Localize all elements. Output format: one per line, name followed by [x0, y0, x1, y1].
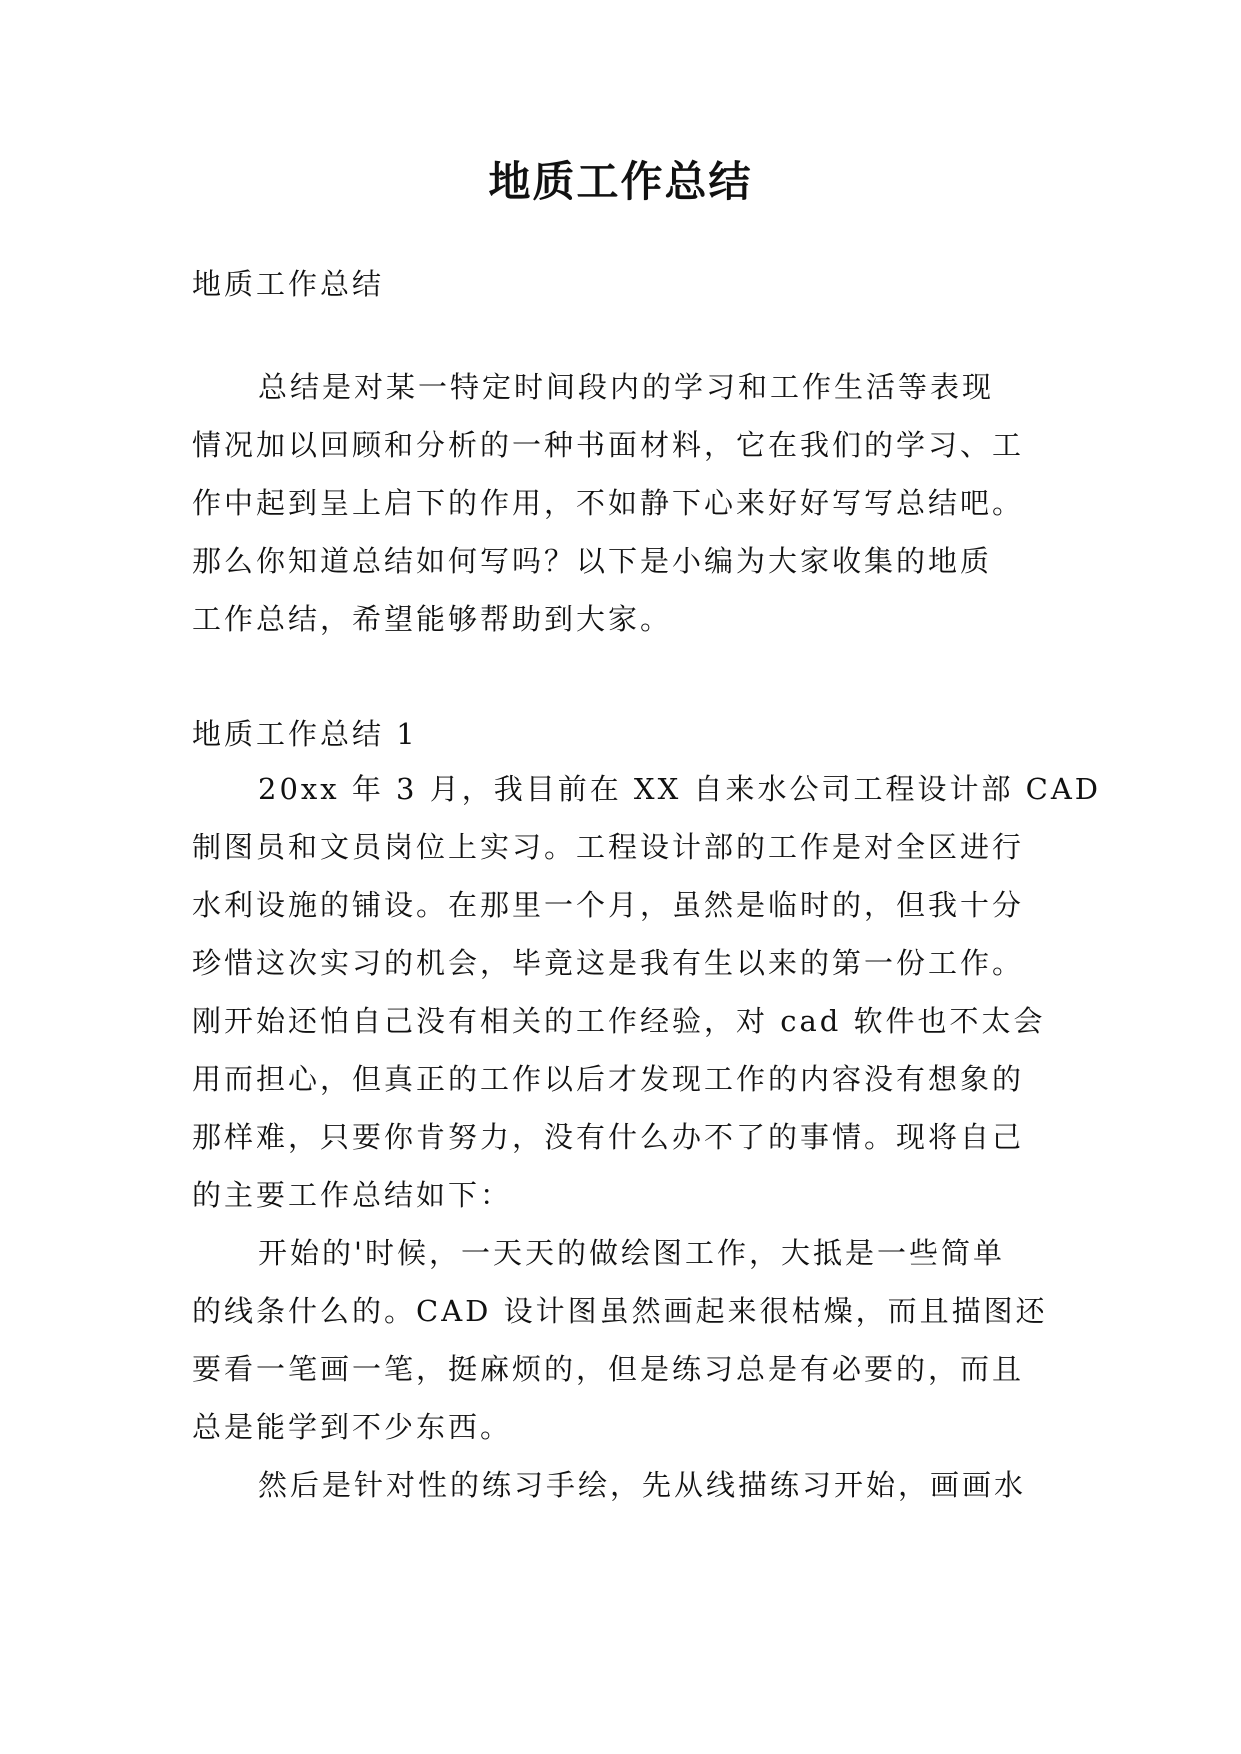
body-line: 那样难，只要你肯努力，没有什么办不了的事情。现将自己 [192, 1120, 1025, 1154]
intro-line: 作中起到呈上启下的作用，不如静下心来好好写写总结吧。 [192, 486, 1025, 520]
section1-body [192, 760, 1102, 1514]
body-line: 刚开始还怕自己没有相关的工作经验，对 cad 软件也不太会 [192, 1004, 1046, 1038]
body-line: 的主要工作总结如下： [192, 1178, 513, 1212]
body-line: 20xx 年 3 月，我目前在 XX 自来水公司工程设计部 CAD [258, 772, 1102, 806]
section-heading: 地质工作总结 1 [192, 717, 418, 751]
body-line: 然后是针对性的练习手绘，先从线描练习开始，画画水 [258, 1468, 1027, 1502]
body-line: 要看一笔画一笔，挺麻烦的，但是练习总是有必要的，而且 [192, 1352, 1025, 1386]
body-line: 水利设施的铺设。在那里一个月，虽然是临时的，但我十分 [192, 888, 1025, 922]
body-line: 用而担心，但真正的工作以后才发现工作的内容没有想象的 [192, 1062, 1025, 1096]
body-line: 总是能学到不少东西。 [192, 1410, 513, 1444]
intro-line: 总结是对某一特定时间段内的学习和工作生活等表现 [258, 370, 995, 404]
document-subtitle: 地质工作总结 [192, 267, 385, 301]
body-line: 开始的'时候，一天天的做绘图工作，大抵是一些简单 [258, 1236, 1005, 1270]
intro-line: 那么你知道总结如何写吗？以下是小编为大家收集的地质 [192, 544, 993, 578]
document-title: 地质工作总结 [488, 157, 753, 206]
body-line: 珍惜这次实习的机会，毕竟这是我有生以来的第一份工作。 [192, 946, 1025, 980]
body-line: 的线条什么的。CAD 设计图虽然画起来很枯燥，而且描图还 [192, 1294, 1048, 1328]
intro-line: 情况加以回顾和分析的一种书面材料，它在我们的学习、工 [192, 428, 1025, 462]
intro-line: 工作总结，希望能够帮助到大家。 [192, 602, 673, 636]
intro-paragraph [192, 358, 1052, 648]
body-line: 制图员和文员岗位上实习。工程设计部的工作是对全区进行 [192, 830, 1025, 864]
